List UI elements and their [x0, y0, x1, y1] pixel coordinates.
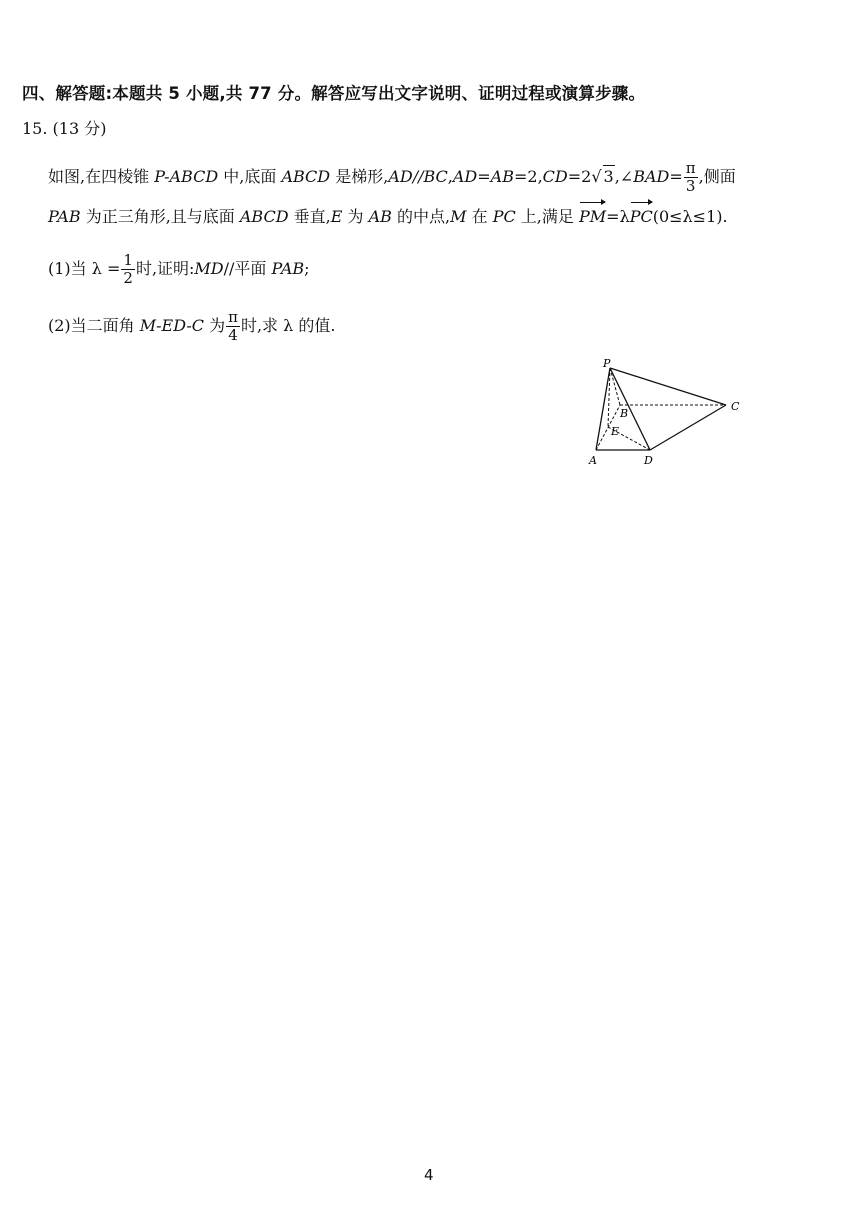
parallel-condition: AD//BC: [388, 167, 448, 186]
base-name: ABCD: [239, 207, 289, 226]
text: 的中点,: [391, 207, 451, 226]
text: //平面: [223, 259, 272, 278]
text: 在: [466, 207, 493, 226]
fraction-pi-over-4: [226, 309, 240, 344]
face-pab: PAB: [48, 207, 81, 226]
sqrt-symbol: √: [591, 167, 602, 186]
fraction-numerator: π: [228, 308, 238, 326]
fraction-denominator: 3: [685, 177, 696, 195]
edge-dc: [650, 405, 726, 450]
question-header: [22, 116, 106, 139]
label-a: A: [589, 454, 597, 467]
segment-pc: PC: [492, 207, 516, 226]
text: 上,满足: [515, 207, 579, 226]
question-stem-line-2: [48, 206, 728, 228]
text: ;: [304, 259, 310, 278]
question-score: (13 分): [52, 119, 107, 138]
fraction-one-half: [121, 252, 135, 287]
vector-pm: PM: [578, 207, 607, 226]
label-b: B: [620, 407, 629, 420]
text: ,侧面: [698, 167, 736, 186]
vector-pc: PC: [629, 207, 653, 226]
fraction-denominator: 2: [123, 269, 133, 287]
angle-bad: BAD: [633, 167, 670, 186]
fraction-denominator: 4: [228, 326, 238, 344]
text: 时,证明:: [135, 259, 195, 278]
text: (2)当二面角: [48, 316, 140, 335]
question-number: 15.: [22, 119, 48, 138]
label-c: C: [731, 400, 740, 413]
text: ,∠: [614, 167, 634, 186]
fraction-pi-over-3: [684, 160, 698, 195]
fraction-numerator: 1: [123, 251, 133, 269]
label-e: E: [611, 425, 620, 438]
label-p: P: [603, 357, 611, 370]
text: (1)当 λ =: [48, 259, 121, 278]
segment-cd: CD: [542, 167, 568, 186]
segment-ab: AB: [368, 207, 392, 226]
base-name: ABCD: [281, 167, 331, 186]
text: 垂直,: [288, 207, 331, 226]
plane-pab: PAB: [271, 259, 305, 278]
question-part-1: [48, 252, 310, 287]
point-e: E: [330, 207, 343, 226]
fraction-numerator: π: [685, 159, 696, 177]
section-title: 四、解答题:本题共 5 小题,共 77 分。解答应写出文字说明、证明过程或演算步骤。: [22, 84, 646, 103]
pyramid-name: P-ABCD: [154, 167, 219, 186]
pyramid-diagram: [584, 354, 754, 474]
text: 为: [204, 316, 226, 335]
edge-pc: [610, 368, 726, 405]
text: =: [669, 167, 683, 186]
text: =2,: [513, 167, 543, 186]
question-part-2: [48, 309, 335, 344]
edge-pa: [596, 368, 610, 450]
text: =λ: [606, 207, 630, 226]
segment-md: MD: [194, 259, 224, 278]
equal-sides: AD=AB: [452, 167, 514, 186]
text: 为: [342, 207, 369, 226]
point-m: M: [450, 207, 467, 226]
text: (0≤λ≤1).: [652, 207, 728, 226]
text: =2: [567, 167, 592, 186]
text: 为正三角形,且与底面: [80, 207, 240, 226]
text: 是梯形,: [330, 167, 389, 186]
pyramid-figure: [584, 354, 754, 474]
page-number: 4: [424, 1166, 434, 1184]
text: ,: [447, 167, 453, 186]
text: 时,求 λ 的值.: [240, 316, 336, 335]
dihedral-angle: M-ED-C: [139, 316, 205, 335]
text: 如图,在四棱锥: [48, 167, 155, 186]
label-d: D: [644, 454, 653, 467]
sqrt-radicand: 3: [603, 167, 614, 186]
text: 中,底面: [218, 167, 282, 186]
question-stem-line-1: [48, 160, 736, 195]
